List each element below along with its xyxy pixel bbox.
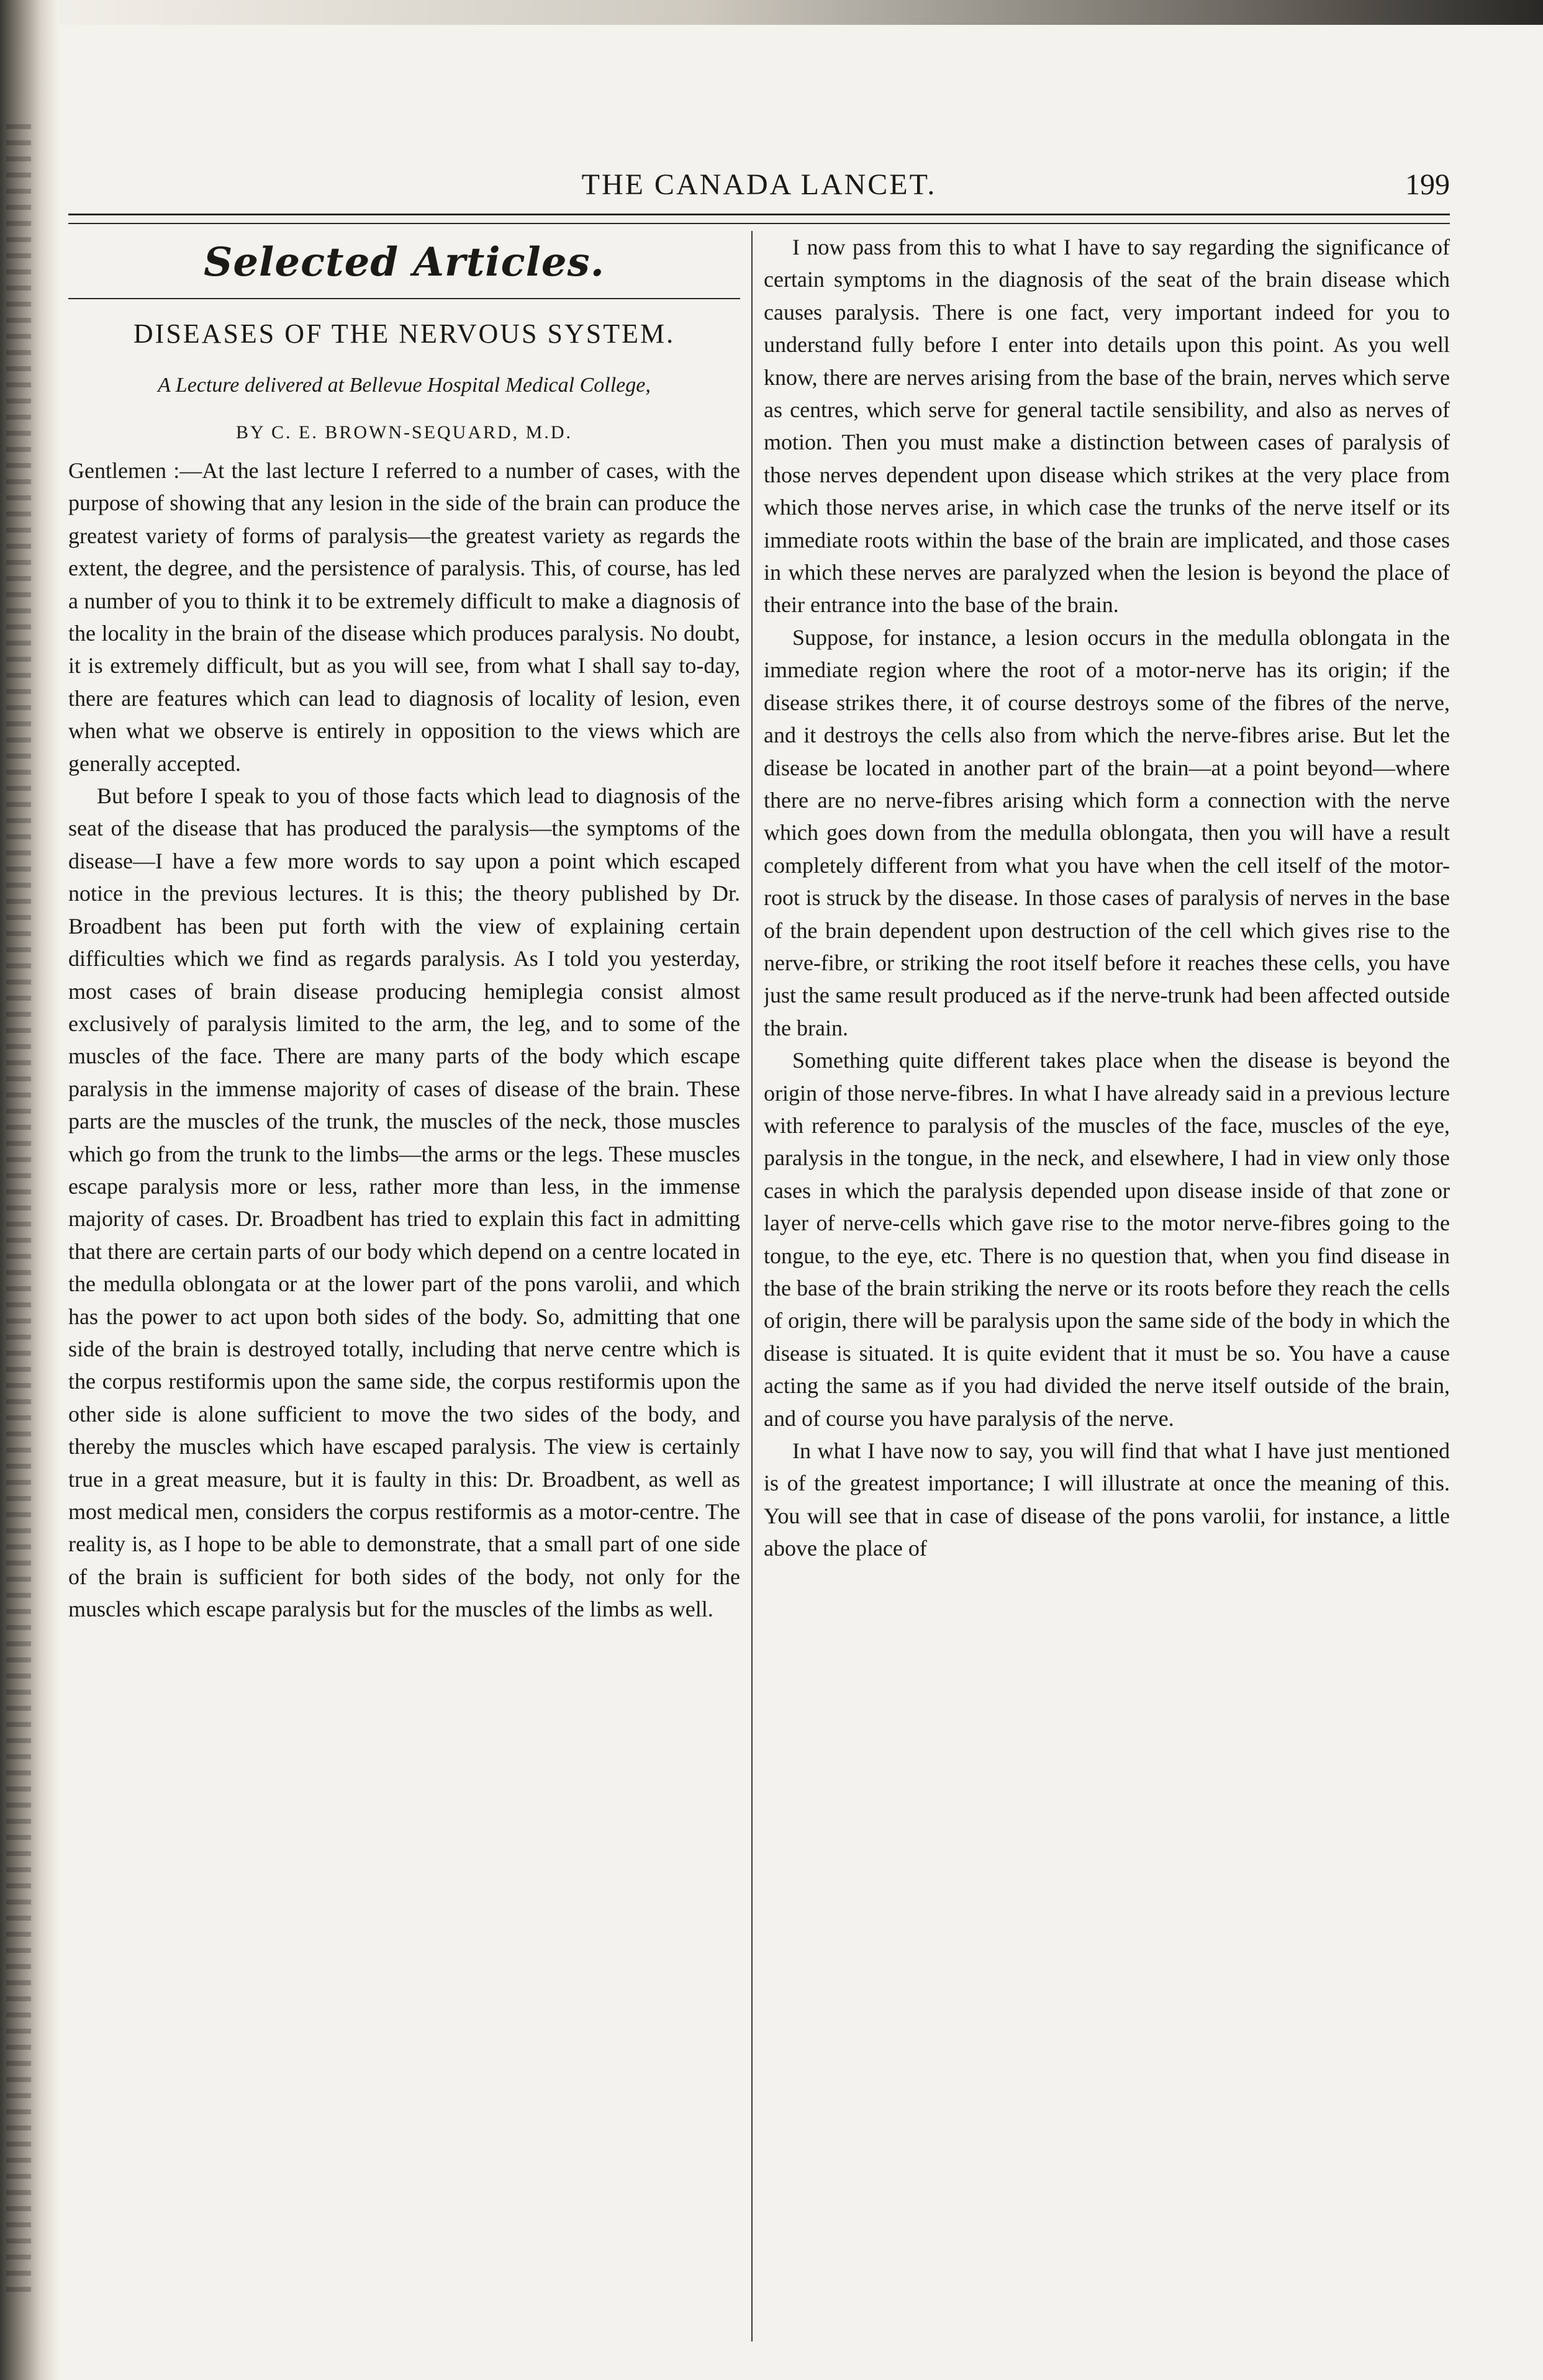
paragraph: Something quite different takes place when the disease is beyond the origin of those nerve-fibres. In what I have already said in a previous lecture with reference to paralysis of the muscles of the face, muscles of the eye, paralysis in the tongue, in the neck, and elsewhere, I had in view only those cases in which the paralysis depended upon disease inside of that zone or layer of nerve-cells which gave rise to the motor nerve-fibres going to the tongue, to the eye, etc. There is no question that, when you find disease in the base of the brain striking the nerve or its roots before they reach the cells of origin, there will be paralysis upon the same side of the body in which the disease is situated. It is quite evident that it must be so. You have a cause acting the same as if you had divided the nerve itself outside of the brain, and of course you have paralysis of the nerve.	[764, 1048, 1450, 1431]
right-column	[764, 231, 1450, 2354]
section-title: Selected Articles.	[204, 239, 605, 286]
page-header	[68, 168, 1450, 211]
left-column	[68, 231, 740, 2354]
header-rule	[68, 214, 1450, 224]
paragraph: Suppose, for instance, a lesion occurs in the medulla oblongata in the immediate region where the root of a motor-nerve has its origin; if the disease strikes there, it of course destroys some of the fibres of the nerve, and it destroys the cells also from which the nerve-fibres arise. But let the disease be located in another part of the brain—at a point beyond—where there are no nerve-fibres arising which form a connection with the nerve which goes down from the medulla oblongata, then you will have a result completely different from what you have when the cell itself of the motor-root is struck by the disease. In those cases of paralysis of nerves in the base of the brain dependent upon destruction of the cell which gives rise to the nerve-fibre, or striking the root itself before it reaches these cells, you have just the same result produced as if the nerve-trunk had been affected outside the brain.	[764, 624, 1450, 1040]
running-title: THE CANADA LANCET.	[581, 168, 937, 201]
paragraph: I now pass from this to what I have to say regarding the significance of certain symptoms in the diagnosis of the seat of the brain disease which causes paralysis. There is one fact, very important indeed for you to understand fully before I enter into details upon this point. As you well know, there are nerves arising from the base of the brain, nerves which serve as centres, which serve for general tactile sensibility, and also as nerves of motion. Then you must make a distinction between cases of paralysis of those nerves dependent upon disease which strikes at the very place from which those nerves arise, in which case the trunks of the nerve itself or its immediate roots within the base of the brain are implicated, and those cases in which these nerves are paralyzed when the lesion is beyond the place of their entrance into the base of the brain.	[764, 235, 1450, 618]
scan-edge-top	[0, 0, 1543, 25]
scan-binding-edge	[0, 0, 59, 2380]
column-divider	[751, 231, 753, 2342]
page-number: 199	[1405, 168, 1450, 201]
byline: BY C. E. BROWN-SEQUARD, M.D.	[235, 422, 573, 443]
paragraph: In what I have now to say, you will find that what I have just mentioned is of the greatest importance; I will illustrate at once the meaning of this. You will see that in case of disease of the pons varolii, for instance, a little above the place of	[764, 1438, 1450, 1561]
article-subtitle: A Lecture delivered at Bellevue Hospital Medical College,	[158, 374, 651, 397]
paragraph: Gentlemen :—At the last lecture I referred to a number of cases, with the purpose of showing that any lesion in the side of the brain can produce the greatest variety of forms of paralysis—the greatest variety as regards the extent, the degree, and the persistence of paralysis. This, of course, has led a number of you to think it to be extremely difficult to make a diagnosis of the locality in the brain of the disease which produces paralysis. No doubt, it is extremely difficult, but as you will see, from what I shall say to-day, there are features which can lead to diagnosis of locality of lesion, even when what we observe is entirely in opposition to the views which are generally accepted.	[68, 458, 740, 776]
paragraph: But before I speak to you of those facts which lead to diagnosis of the seat of the disease that has produced the paralysis—the symptoms of the disease—I have a few more words to say upon a point which escaped notice in the previous lectures. It is this; the theory published by Dr. Broadbent has been put forth with the view of explaining certain difficulties which we find as regards paralysis. As I told you yesterday, most cases of brain disease producing hemiplegia consist almost exclusively of paralysis limited to the arm, the leg, and to some of the muscles of the face. There are many parts of the body which escape paralysis in the immense majority of cases of disease of the brain. These parts are the muscles of the trunk, the muscles of the neck, those muscles which go from the trunk to the limbs—the arms or the legs. These muscles escape paralysis more or less, rather more than less, in the immense majority of cases. Dr. Broadbent has tried to explain this fact in admitting that there are certain parts of our body which depend on a centre located in the medulla oblongata or at the lower part of the pons varolii, and which has the power to act upon both sides of the body. So, admitting that one side of the brain is destroyed totally, including that nerve centre which is the corpus restiformis upon the same side, the corpus restiformis upon the other side is alone sufficient to move the two sides of the body, and thereby the muscles which have escaped paralysis. The view is certainly true in a great measure, but it is faulty in this: Dr. Broadbent, as well as most medical men, considers the corpus restiformis as a motor-centre. The reality is, as I hope to be able to demonstrate, that a small part of one side of the brain is sufficient for both sides of the body, not only for the muscles which escape paralysis but for the muscles of the limbs as well.	[68, 783, 740, 1622]
article-title: DISEASES OF THE NERVOUS SYSTEM.	[133, 318, 676, 349]
section-rule	[68, 298, 740, 299]
